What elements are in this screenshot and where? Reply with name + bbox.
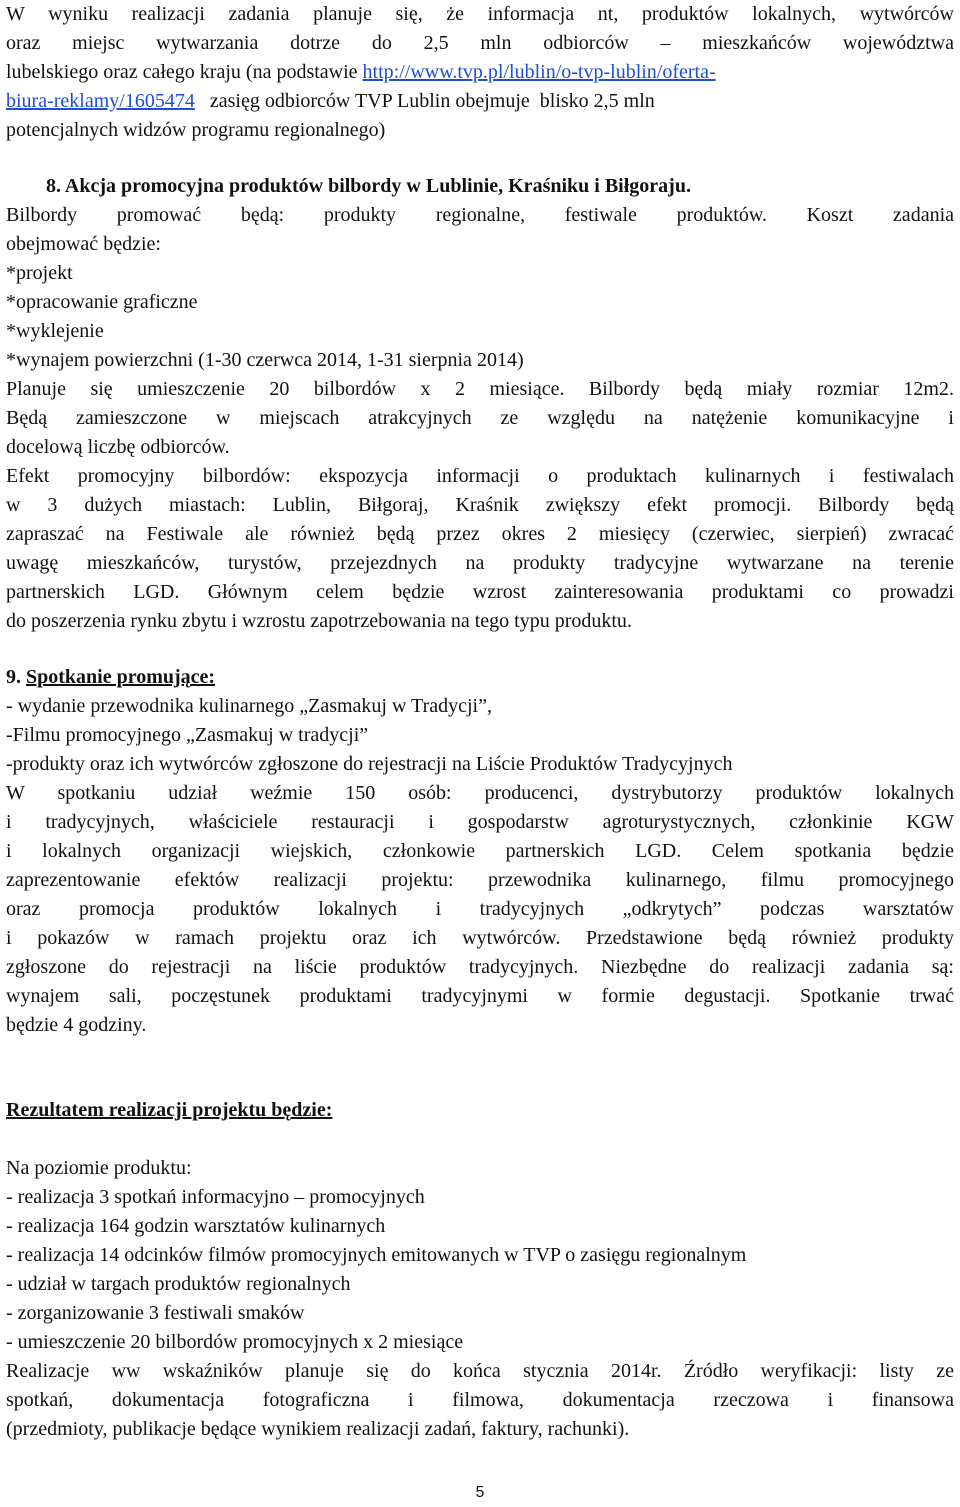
section-8-line: Bilbordy promować będą: produkty regionalne, festiwale produktów. Koszt zadania (6, 204, 954, 226)
intro-line (6, 58, 954, 87)
section-8-line: zapraszać na Festiwale ale również będą przez okres 2 miesięcy (czerwiec, sierpień) zwracać (6, 523, 954, 545)
section-9-line: wynajem sali, poczęstunek produktami tradycyjnymi w formie degustacji. Spotkanie trwać (6, 985, 954, 1007)
results-subheading: Na poziomie produktu: (6, 1157, 192, 1179)
list-item: -Filmu promocyjnego „Zasmakuj w tradycji” (6, 724, 369, 746)
section-9-heading (6, 663, 954, 692)
section-9-number: 9. (6, 666, 26, 688)
section-8-line: Efekt promocyjny bilbordów: ekspozycja informacji o produktach kulinarnych i festiwalach (6, 465, 954, 487)
section-8-line: uwagę mieszkańców, turystów, przejezdnych na produkty tradycyjne wytwarzane na terenie (6, 552, 954, 574)
section-8-line: docelową liczbę odbiorców. (6, 436, 230, 458)
list-item: - realizacja 3 spotkań informacyjno – promocyjnych (6, 1186, 425, 1208)
section-9-line: i lokalnych organizacji wiejskich, członkowie partnerskich LGD. Celem spotkania będzie (6, 840, 954, 862)
section-9-line: oraz promocja produktów lokalnych i tradycyjnych „odkrytych” podczas warsztatów (6, 898, 954, 920)
list-item: - udział w targach produktów regionalnych (6, 1273, 351, 1295)
section-8-line: partnerskich LGD. Głównym celem będzie wzrost zainteresowania produktami co prowadzi (6, 581, 954, 603)
section-8-line: w 3 dużych miastach: Lublin, Biłgoraj, Kraśnik zwiększy efekt promocji. Bilbordy będą (6, 494, 954, 516)
section-9-line: i tradycyjnych, właściciele restauracji i gospodarstw agroturystycznych, członkinie KGW (6, 811, 954, 833)
list-item: - zorganizowanie 3 festiwali smaków (6, 1302, 305, 1324)
results-line: (przedmioty, publikacje będące wynikiem realizacji zadań, faktury, rachunki). (6, 1418, 630, 1440)
intro-line: oraz miejsc wytwarzania dotrze do 2,5 mln odbiorców – mieszkańców województwa (6, 32, 954, 54)
tvp-link[interactable]: http://www.tvp.pl/lublin/o-tvp-lublin/oferta- (362, 61, 716, 83)
section-9-line: będzie 4 godziny. (6, 1014, 147, 1036)
section-9-line: W spotkaniu udział weźmie 150 osób: producenci, dystrybutorzy produktów lokalnych (6, 782, 954, 804)
section-8-line: Planuje się umieszczenie 20 bilbordów x 2 miesiące. Bilbordy będą miały rozmiar 12m2. (6, 378, 954, 400)
intro-text: lubelskiego oraz całego kraju (na podstawie (6, 61, 363, 83)
intro-line: potencjalnych widzów programu regionalnego) (6, 119, 386, 141)
list-item: - realizacja 164 godzin warsztatów kulinarnych (6, 1215, 386, 1237)
intro-text: zasięg odbiorców TVP Lublin obejmuje blisko 2,5 mln (194, 90, 655, 112)
section-8-heading: 8. Akcja promocyjna produktów bilbordy w Lublinie, Kraśniku i Biłgoraju. (46, 175, 691, 197)
list-item: - realizacja 14 odcinków filmów promocyjnych emitowanych w TVP o zasięgu regionalnym (6, 1244, 747, 1266)
intro-line: W wyniku realizacji zadania planuje się, że informacja nt, produktów lokalnych, wytwórców (6, 3, 954, 25)
list-item: *projekt (6, 262, 73, 284)
page-number: 5 (475, 1484, 485, 1501)
results-line: spotkań, dokumentacja fotograficzna i filmowa, dokumentacja rzeczowa i finansowa (6, 1389, 954, 1411)
list-item: - wydanie przewodnika kulinarnego „Zasmakuj w Tradycji”, (6, 695, 492, 717)
list-item: -produkty oraz ich wytwórców zgłoszone do rejestracji na Liście Produktów Tradycyjnych (6, 753, 733, 775)
section-8-line: obejmować będzie: (6, 233, 161, 255)
list-item: - umieszczenie 20 bilbordów promocyjnych x 2 miesiące (6, 1331, 464, 1353)
tvp-link-continued[interactable]: biura-reklamy/1605474 (6, 90, 195, 112)
section-8-line: Będą zamieszczone w miejscach atrakcyjnych ze względu na natężenie komunikacyjne i (6, 407, 954, 429)
intro-line (6, 87, 954, 116)
section-9-line: i pokazów w ramach projektu oraz ich wytwórców. Przedstawione będą również produkty (6, 927, 954, 949)
section-9-title: Spotkanie promujące: (26, 666, 216, 688)
section-9-line: zaprezentowanie efektów realizacji projektu: przewodnika kulinarnego, filmu promocyjnego (6, 869, 954, 891)
section-9-line: zgłoszone do rejestracji na liście produktów tradycyjnych. Niezbędne do realizacji zadania są: (6, 956, 954, 978)
section-8-line: do poszerzenia rynku zbytu i wzrostu zapotrzebowania na tego typu produktu. (6, 610, 632, 632)
results-line: Realizacje ww wskaźników planuje się do końca stycznia 2014r. Źródło weryfikacji: listy ze (6, 1360, 954, 1382)
list-item: *opracowanie graficzne (6, 291, 198, 313)
list-item: *wynajem powierzchni (1-30 czerwca 2014, 1-31 sierpnia 2014) (6, 349, 524, 371)
results-heading: Rezultatem realizacji projektu będzie: (6, 1099, 333, 1121)
list-item: *wyklejenie (6, 320, 104, 342)
